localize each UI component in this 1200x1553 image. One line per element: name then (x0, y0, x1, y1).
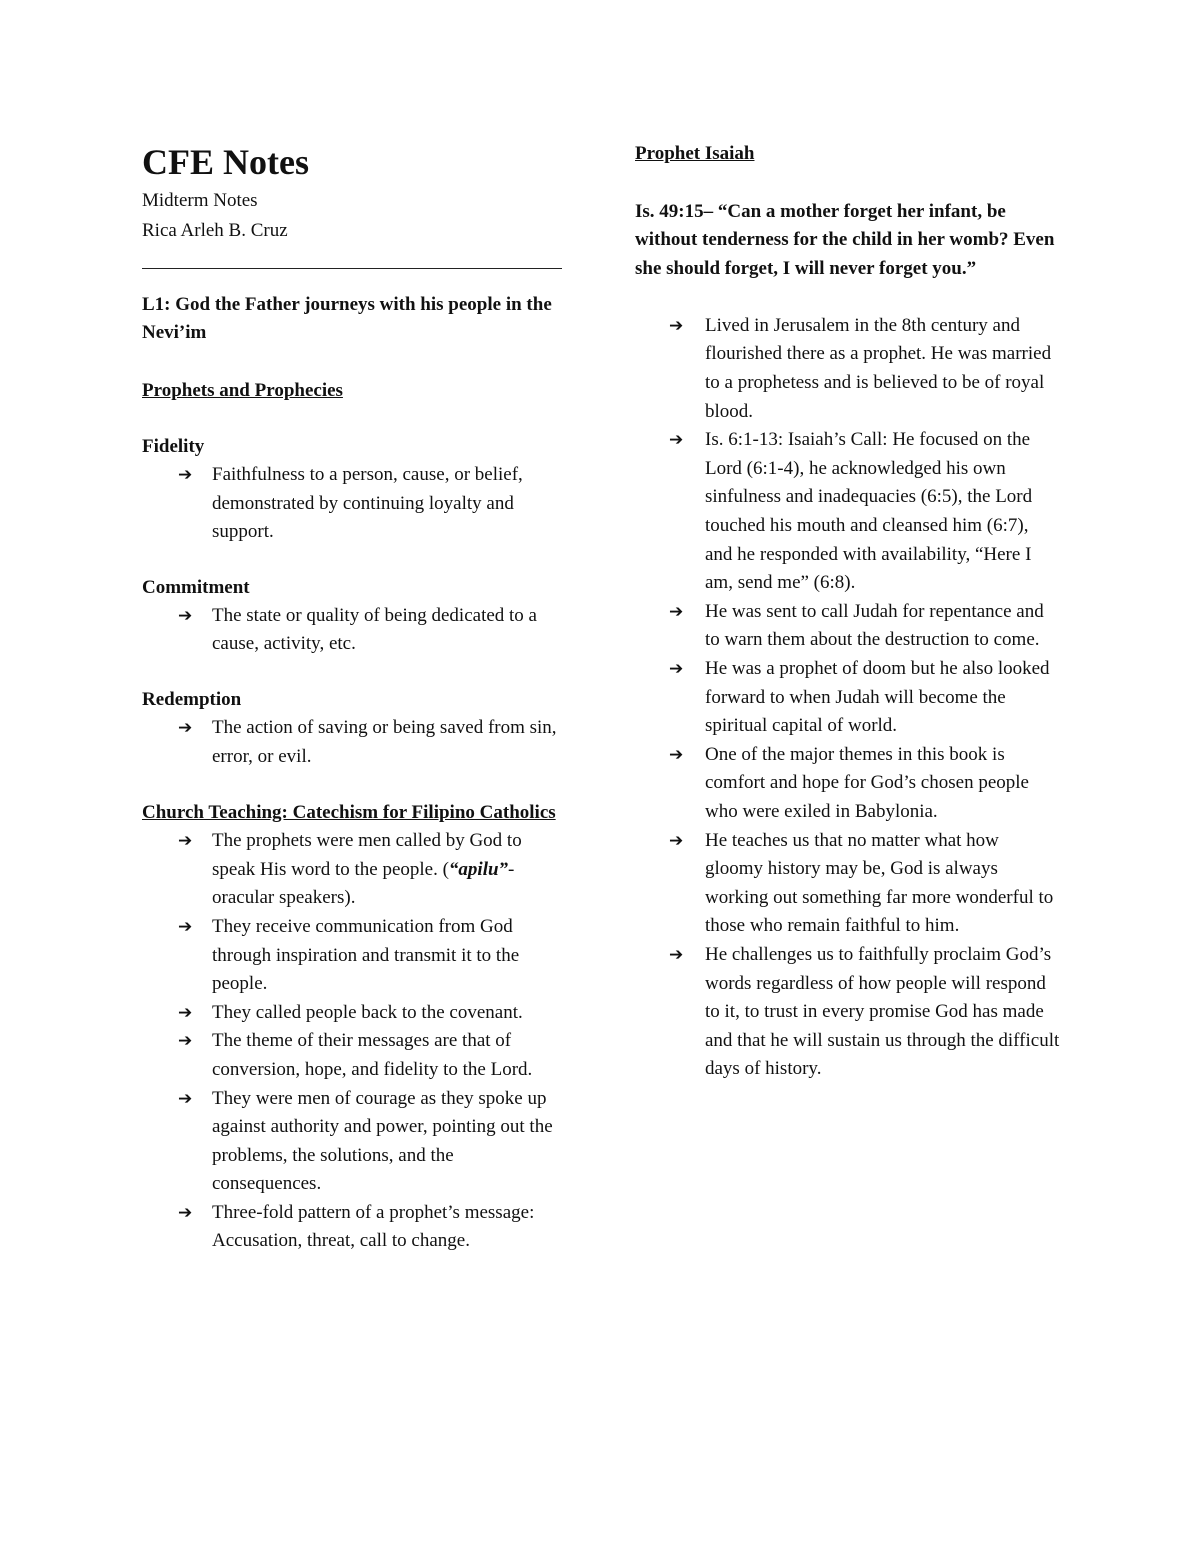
arrow-right-icon: ➔ (669, 830, 684, 851)
document-title: CFE Notes (142, 142, 309, 182)
list-item (635, 312, 1060, 426)
list-item-text: Is. 6:1-13: Isaiah’s Call: He focused on the Lord (6:1-4), he acknowledged his own sinfulness and inadequacies (6:5), the Lord touched his mouth and cleansed him (6:7), and he responded with availability, “Here I am, send me” (6:8). (705, 429, 1033, 594)
list-item-text: He was a prophet of doom but he also looked forward to when Judah will become the spiritual capital of world. (705, 658, 1050, 737)
list-item-text: He was sent to call Judah for repentance and to warn them about the destruction to come. (705, 600, 1044, 651)
list-item-text: The action of saving or being saved from sin, error, or evil. (212, 716, 557, 767)
list-item-text: He teaches us that no matter what how gloomy history may be, God is always working out something far more wonderful to those who remain faithful to him. (705, 829, 1054, 937)
arrow-right-icon: ➔ (178, 1202, 193, 1223)
list-item (142, 827, 562, 913)
section-heading-church-teaching: Church Teaching: Catechism for Filipino Catholics (142, 802, 556, 824)
list-item-text: Three-fold pattern of a prophet’s message: Accusation, threat, call to change. (212, 1201, 535, 1252)
arrow-right-icon: ➔ (669, 944, 684, 965)
apilu-term: “apilu” (448, 858, 509, 880)
list-item (635, 426, 1060, 598)
arrow-right-icon: ➔ (178, 1002, 193, 1023)
document-author: Rica Arleh B. Cruz (142, 220, 288, 241)
list-item (635, 655, 1060, 741)
arrow-right-icon: ➔ (178, 1031, 193, 1052)
fidelity-list (142, 461, 562, 547)
arrow-right-icon: ➔ (178, 1088, 193, 1109)
list-item (635, 941, 1060, 1084)
list-item-text: The state or quality of being dedicated to a cause, activity, etc. (212, 604, 537, 655)
list-item-text: Faithfulness to a person, cause, or belief, demonstrated by continuing loyalty and support. (212, 464, 523, 543)
list-item (142, 999, 562, 1028)
list-item (635, 827, 1060, 941)
list-item-text: They called people back to the covenant. (212, 1001, 523, 1023)
redemption-list (142, 714, 562, 771)
section-heading-prophets: Prophets and Prophecies (142, 380, 343, 401)
arrow-right-icon: ➔ (669, 659, 684, 680)
arrow-right-icon: ➔ (178, 605, 193, 626)
list-item (142, 1199, 562, 1256)
isaiah-list (635, 312, 1060, 1084)
list-item-text: They receive communication from God through inspiration and transmit it to the people. (212, 915, 520, 995)
arrow-right-icon: ➔ (669, 601, 684, 622)
arrow-right-icon: ➔ (669, 315, 684, 336)
list-item (142, 714, 562, 771)
list-item (142, 602, 562, 659)
lesson-heading: L1: God the Father journeys with his people in the Nevi’im (142, 294, 552, 343)
commitment-list (142, 602, 562, 659)
arrow-right-icon: ➔ (669, 430, 684, 451)
term-commitment: Commitment (142, 576, 250, 598)
list-item (635, 741, 1060, 827)
section-heading-isaiah: Prophet Isaiah (635, 143, 755, 164)
list-item (142, 461, 562, 547)
arrow-right-icon: ➔ (178, 831, 193, 852)
list-item (142, 1085, 562, 1199)
right-column (635, 140, 1060, 1084)
list-item-text: One of the major themes in this book is comfort and hope for God’s chosen people who were exiled in Babylonia. (705, 743, 1029, 822)
arrow-right-icon: ➔ (178, 465, 193, 485)
arrow-right-icon: ➔ (178, 916, 193, 937)
church-teaching-list (142, 827, 562, 1256)
document-subtitle: Midterm Notes (142, 190, 258, 211)
left-column (142, 140, 562, 1256)
arrow-right-icon: ➔ (669, 744, 684, 765)
list-item-text: They were men of courage as they spoke up against authority and power, pointing out the problems, the solutions, and the consequences. (212, 1087, 553, 1195)
term-redemption: Redemption (142, 688, 242, 710)
list-item (635, 598, 1060, 655)
arrow-right-icon: ➔ (178, 717, 193, 738)
list-item-text: - oracular speakers). (212, 858, 515, 909)
list-item (142, 913, 562, 999)
list-item (142, 1027, 562, 1084)
term-fidelity: Fidelity (142, 436, 205, 457)
list-item-text: He challenges us to faithfully proclaim God’s words regardless of how people will respond to it, to trust in every promise God has made and that he will sustain us through the difficult days of history. (705, 943, 1060, 1080)
verse-quote: Is. 49:15– “Can a mother forget her infant, be without tenderness for the child in her womb? Even she should forget, I will never forget you.” (635, 201, 1055, 279)
list-item-text: Lived in Jerusalem in the 8th century and flourished there as a prophet. He was married to a prophetess and is believed to be of royal blood. (705, 314, 1052, 422)
list-item-text: The theme of their messages are that of conversion, hope, and fidelity to the Lord. (212, 1030, 533, 1080)
list-item-text: The prophets were men called by God to speak His word to the people. ( (212, 830, 522, 880)
horizontal-divider (142, 268, 562, 269)
